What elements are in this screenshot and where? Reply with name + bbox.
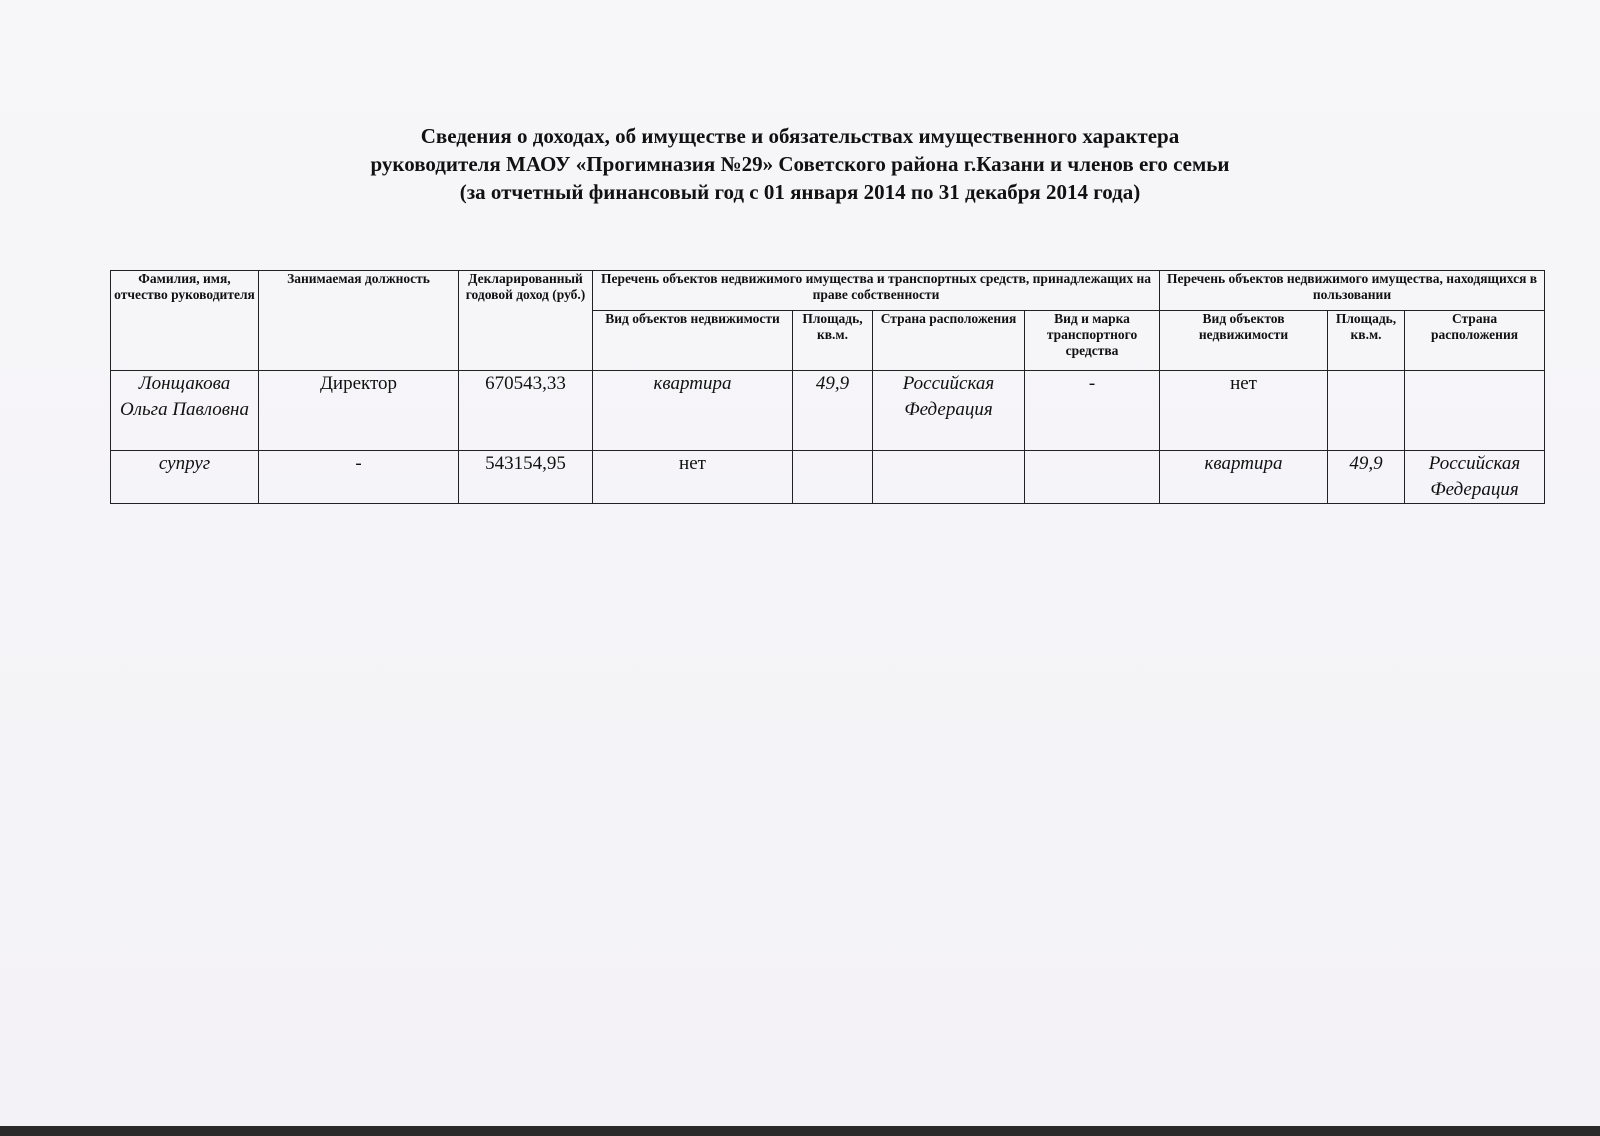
header-used-type: Вид объектов недвижимости (1160, 311, 1328, 371)
header-owned-type: Вид объектов недвижимости (593, 311, 793, 371)
cell-name: Лонщакова Ольга Павловна (111, 371, 259, 451)
cell-owned-type: нет (593, 451, 793, 504)
title-line-1: Сведения о доходах, об имуществе и обязательствах имущественного характера (420, 124, 1180, 148)
header-vehicle: Вид и марка транспортного средства (1025, 311, 1160, 371)
table-row (111, 451, 1545, 504)
document-title (0, 122, 1600, 206)
cell-used-area (1328, 371, 1405, 451)
header-name: Фамилия, имя, отчество руководителя (111, 271, 259, 371)
cell-used-country (1405, 371, 1545, 451)
title-line-2: руководителя МАОУ «Прогимназия №29» Советского района г.Казани и членов его семьи (370, 152, 1230, 176)
cell-vehicle: - (1025, 371, 1160, 451)
header-owned-group: Перечень объектов недвижимого имущества и транспортных средств, принадлежащих на праве собственности (593, 271, 1160, 311)
header-owned-area: Площадь, кв.м. (793, 311, 873, 371)
cell-owned-area (793, 451, 873, 504)
cell-income: 670543,33 (459, 371, 593, 451)
cell-vehicle (1025, 451, 1160, 504)
title-line-3: (за отчетный финансовый год с 01 января 2014 по 31 декабря 2014 года) (459, 180, 1141, 204)
declaration-table (110, 270, 1545, 504)
table-row (111, 371, 1545, 451)
cell-owned-country (873, 451, 1025, 504)
header-position: Занимаемая должность (259, 271, 459, 371)
cell-owned-area: 49,9 (793, 371, 873, 451)
scan-bottom-edge (0, 1126, 1600, 1136)
cell-position: - (259, 451, 459, 504)
header-owned-country: Страна расположения (873, 311, 1025, 371)
cell-name: супруг (111, 451, 259, 504)
cell-position: Директор (259, 371, 459, 451)
cell-used-area: 49,9 (1328, 451, 1405, 504)
cell-used-type: квартира (1160, 451, 1328, 504)
cell-owned-type: квартира (593, 371, 793, 451)
header-used-area: Площадь, кв.м. (1328, 311, 1405, 371)
header-used-group: Перечень объектов недвижимого имущества, находящихся в пользовании (1160, 271, 1545, 311)
header-used-country: Страна расположения (1405, 311, 1545, 371)
cell-used-country: Российская Федерация (1405, 451, 1545, 504)
header-income: Декларированный годовой доход (руб.) (459, 271, 593, 371)
cell-income: 543154,95 (459, 451, 593, 504)
cell-used-type: нет (1160, 371, 1328, 451)
cell-owned-country: Российская Федерация (873, 371, 1025, 451)
